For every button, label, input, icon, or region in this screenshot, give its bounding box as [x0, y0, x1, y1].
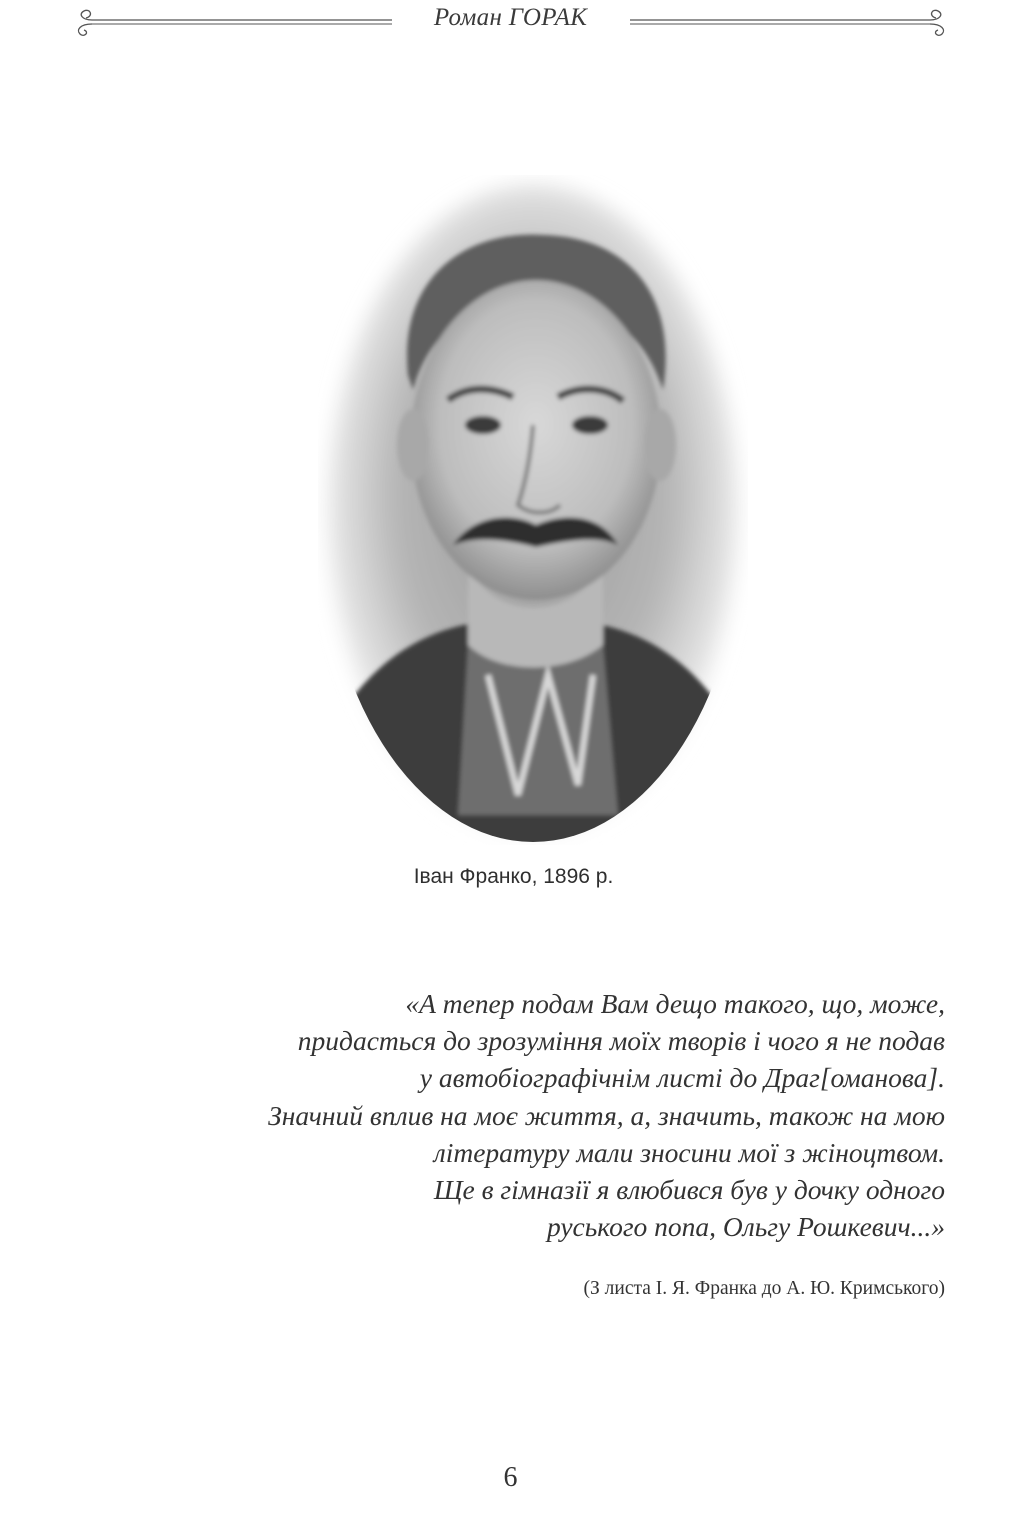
photo-caption: Іван Франко, 1896 р.	[413, 865, 614, 888]
quote-line: у автобіографічнім листі до Драг[оманова].	[419, 1062, 945, 1094]
quote-line: Ще в гімназії я влюбився був у дочку одного	[433, 1174, 945, 1206]
portrait-photo-icon	[318, 175, 748, 845]
header-author: Роман ГОРАК	[433, 4, 588, 31]
epigraph-quote	[125, 985, 945, 1245]
header-ornament-right-icon	[622, 8, 952, 38]
quote-line: руського попа, Ольгу Рошкевич...»	[546, 1211, 945, 1243]
quote-line: придасться до зрозуміння моїх творів і чого я не подав	[297, 1025, 945, 1057]
quote-line: Значний вплив на моє життя, а, значить, також на мою	[268, 1099, 945, 1131]
page-number: 6	[503, 1462, 518, 1493]
quote-source: (З листа І. Я. Франка до А. Ю. Кримського)	[583, 1278, 945, 1299]
running-header	[0, 0, 1021, 50]
quote-line: літературу мали зносини мої з жіноцтвом.	[433, 1136, 945, 1168]
quote-line: «А тепер подам Вам дещо такого, що, може,	[405, 988, 945, 1019]
